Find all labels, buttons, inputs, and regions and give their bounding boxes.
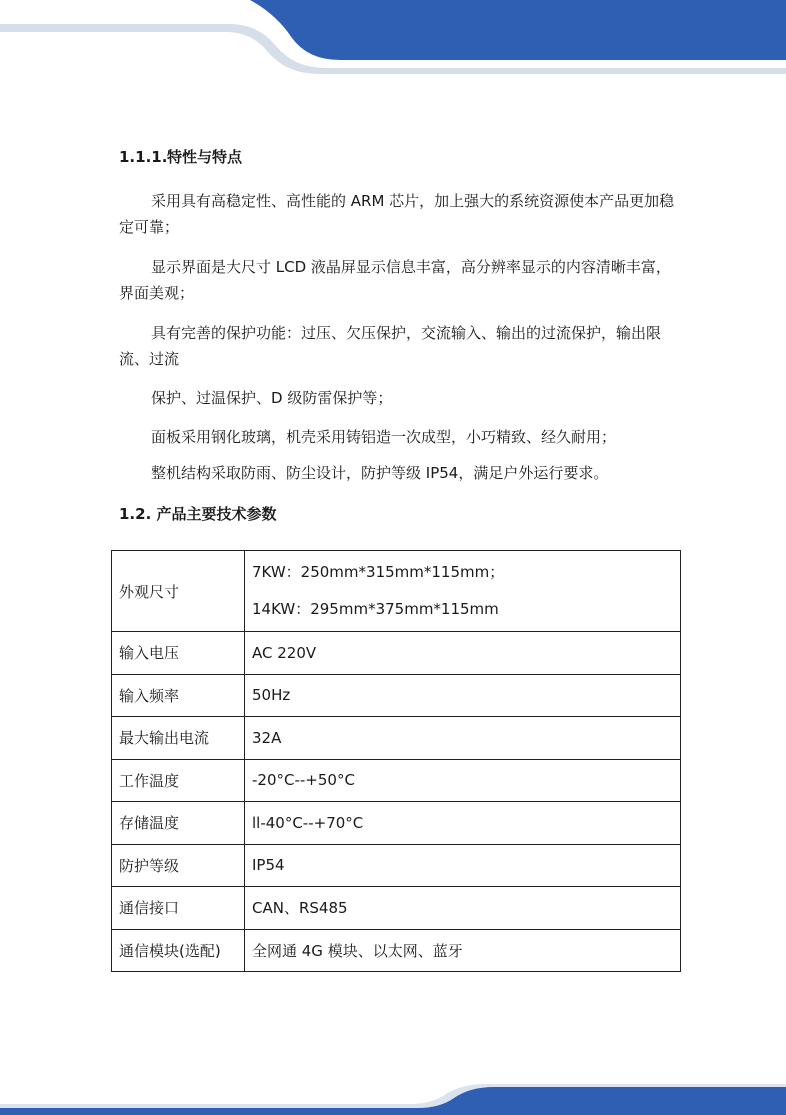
table-row	[112, 759, 681, 802]
table-row	[112, 632, 681, 675]
param-name: 通信模块(选配)	[112, 929, 245, 972]
table-row	[112, 551, 681, 632]
feature-paragraph: 显示界面是大尺寸 LCD 液晶屏显示信息丰富，高分辨率显示的内容清晰丰富，界面美观；	[119, 258, 671, 302]
table-row	[112, 887, 681, 930]
param-value: CAN、RS485	[245, 887, 681, 930]
param-name: 最大输出电流	[112, 717, 245, 760]
param-value: 32A	[245, 717, 681, 760]
spec-table	[111, 550, 681, 972]
feature-paragraph: 整机结构采取防雨、防尘设计，防护等级 IP54，满足户外运行要求。	[151, 464, 609, 482]
param-value-line: 14KW：295mm*375mm*115mm	[252, 600, 499, 618]
table-row	[112, 717, 681, 760]
param-value: AC 220V	[245, 632, 681, 675]
param-value-line: 7KW：250mm*315mm*115mm；	[252, 563, 505, 581]
feature-paragraph: 面板采用钢化玻璃，机壳采用铸铝造一次成型，小巧精致、经久耐用；	[151, 428, 617, 446]
param-name: 输入频率	[112, 674, 245, 717]
param-value: 50Hz	[245, 674, 681, 717]
table-row	[112, 929, 681, 972]
feature-paragraph: 具有完善的保护功能：过压、欠压保护，交流输入、输出的过流保护，输出限流、过流	[119, 324, 662, 368]
table-row	[112, 844, 681, 887]
header-banner	[0, 0, 786, 80]
section-heading-params: 1.2. 产品主要技术参数	[119, 505, 277, 523]
param-name: 工作温度	[112, 759, 245, 802]
param-value: 全网通 4G 模块、以太网、蓝牙	[245, 929, 681, 972]
param-name: 防护等级	[112, 844, 245, 887]
param-name: 存储温度	[112, 802, 245, 845]
param-name: 输入电压	[112, 632, 245, 675]
section-number: 1.1.1.	[119, 148, 168, 166]
feature-paragraph: 保护、过温保护、D 级防雷保护等；	[151, 389, 393, 407]
param-value: IP54	[245, 844, 681, 887]
table-row	[112, 674, 681, 717]
feature-paragraph: 采用具有高稳定性、高性能的 ARM 芯片，加上强大的系统资源使本产品更加稳定可靠；	[119, 192, 675, 236]
footer-banner	[0, 1078, 786, 1115]
param-value: ll-40°C--+70°C	[245, 802, 681, 845]
param-name: 通信接口	[112, 887, 245, 930]
param-name: 外观尺寸	[112, 551, 245, 632]
section-title: 特性与特点	[167, 148, 243, 166]
table-row	[112, 802, 681, 845]
param-value: -20°C--+50°C	[245, 759, 681, 802]
param-value	[245, 551, 681, 632]
section-heading-features	[119, 146, 242, 167]
